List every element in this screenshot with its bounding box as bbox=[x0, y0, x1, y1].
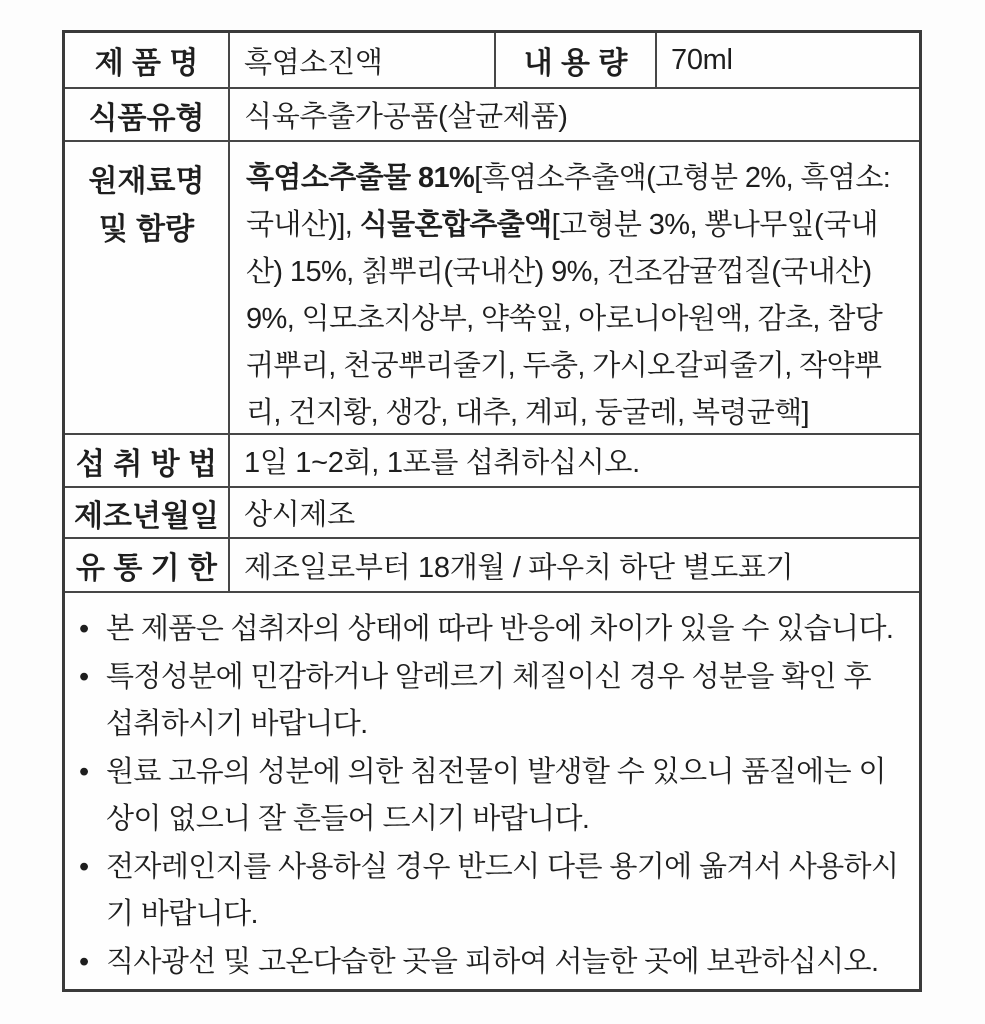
bullet-icon: • bbox=[79, 755, 89, 788]
product-name-header: 제 품 명 bbox=[65, 33, 230, 87]
notice-item bbox=[79, 844, 903, 939]
product-info-table bbox=[62, 30, 922, 992]
ingredients-value: 흑염소추출물 81%[흑염소추출액(고형분 2%, 흑염소: 국내산)], 식물혼합추출액[고형분 3%, 뽕나무잎(국내산) 15%, 칡뿌리(국내산) 9%, 건조감귤껍질(국내산) 9%, 익모초지상부, 약쑥잎, 아로니아원액, 감초, 참당귀뿌리, 천궁뿌리줄기, 두충, 가시오갈피줄기, 작약뿌리, 건지황, 생강, 대추, 계피, 둥굴레, 복령균핵] bbox=[246, 162, 891, 429]
manufacture-date-header: 제조년월일 bbox=[65, 488, 230, 537]
net-content-value: 70ml bbox=[671, 43, 733, 76]
ingredients-header-line2: 및 함량 bbox=[98, 213, 195, 246]
notice-item bbox=[79, 654, 903, 749]
row-food-type bbox=[65, 89, 919, 142]
row-manufacture-date bbox=[65, 488, 919, 539]
food-type-header: 식품유형 bbox=[65, 89, 230, 140]
shelf-life-value: 제조일로부터 18개월 / 파우치 하단 별도표기 bbox=[244, 551, 794, 584]
notice-text: 특정성분에 민감하거나 알레르기 체질이신 경우 성분을 확인 후 섭취하시기 바랍니다. bbox=[106, 660, 871, 740]
row-product-name bbox=[65, 33, 919, 89]
net-content-header: 내 용 량 bbox=[494, 33, 657, 87]
bullet-icon: • bbox=[79, 945, 89, 978]
shelf-life-header: 유 통 기 한 bbox=[65, 539, 230, 591]
row-shelf-life bbox=[65, 539, 919, 593]
bullet-icon: • bbox=[79, 660, 89, 693]
notice-text: 본 제품은 섭취자의 상태에 따라 반응에 차이가 있을 수 있습니다. bbox=[106, 613, 894, 645]
notice-item bbox=[79, 749, 903, 844]
product-name-value: 흑염소진액 bbox=[244, 46, 383, 79]
bullet-icon: • bbox=[79, 613, 89, 645]
notice-text: 전자레인지를 사용하실 경우 반드시 다른 용기에 옮겨서 사용하시기 바랍니다. bbox=[106, 850, 899, 930]
notice-item bbox=[79, 606, 903, 654]
ingredients-header-line1: 원재료명 bbox=[88, 165, 205, 198]
row-intake-method bbox=[65, 435, 919, 488]
ingredients-header bbox=[65, 142, 230, 433]
row-ingredients bbox=[65, 142, 919, 435]
intake-method-value: 1일 1~2회, 1포를 섭취하십시오. bbox=[244, 447, 640, 479]
notice-item bbox=[79, 939, 903, 987]
notice-text: 원료 고유의 성분에 의한 침전물이 발생할 수 있으니 품질에는 이상이 없으니 잘 흔들어 드시기 바랍니다. bbox=[106, 755, 886, 835]
food-type-value: 식육추출가공품(살균제품) bbox=[244, 101, 568, 133]
notice-text: 직사광선 및 고온다습한 곳을 피하여 서늘한 곳에 보관하십시오. bbox=[106, 945, 879, 978]
intake-method-header: 섭 취 방 법 bbox=[65, 435, 230, 486]
bullet-icon: • bbox=[79, 850, 89, 883]
notice-list bbox=[79, 606, 903, 989]
manufacture-date-value: 상시제조 bbox=[244, 499, 355, 531]
notice-section bbox=[65, 593, 919, 989]
